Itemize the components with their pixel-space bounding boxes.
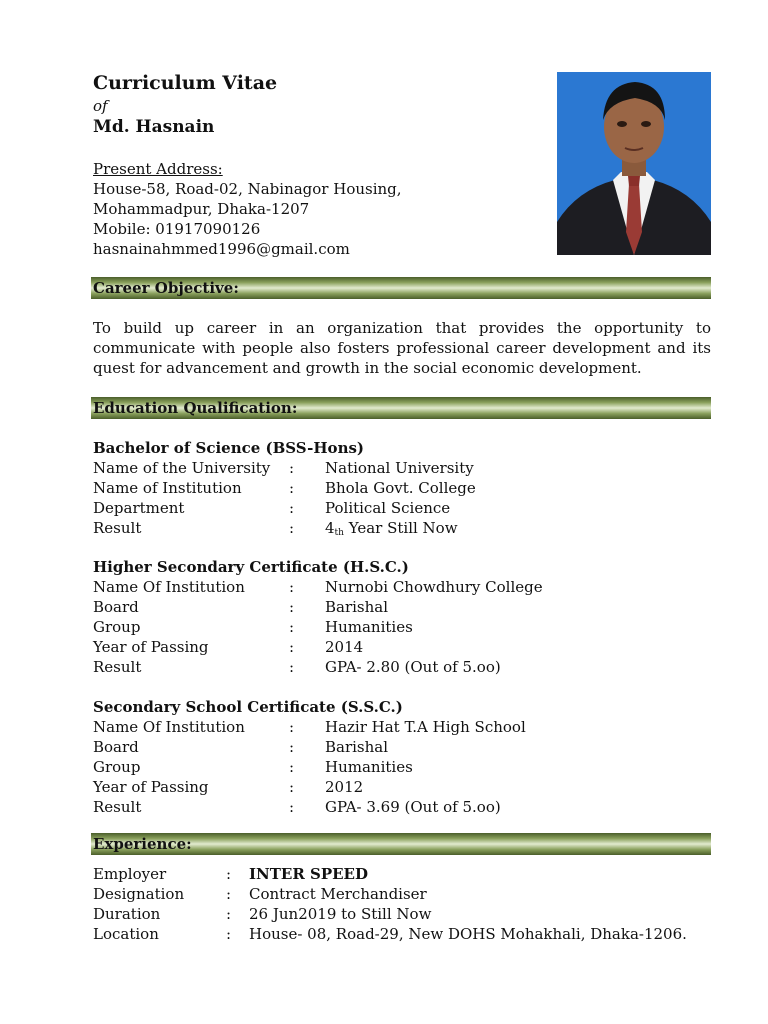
field-label: Board	[93, 598, 139, 616]
edu-row	[93, 458, 711, 478]
field-value: GPA- 2.80 (Out of 5.oo)	[325, 658, 501, 676]
field-label: Result	[93, 519, 142, 537]
degree-title: Higher Secondary Certificate (H.S.C.)	[93, 558, 409, 576]
edu-row	[93, 777, 711, 797]
result-number: 4	[325, 519, 335, 537]
field-value: 2014	[325, 638, 364, 656]
exp-row	[93, 904, 711, 924]
section-band-career	[91, 277, 711, 299]
field-value: GPA- 3.69 (Out of 5.oo)	[325, 798, 501, 816]
cv-title: Curriculum Vitae	[93, 72, 278, 94]
colon: :	[226, 905, 232, 923]
experience-details	[93, 864, 711, 944]
field-label: Designation	[93, 885, 185, 903]
field-value: Nurnobi Chowdhury College	[325, 578, 543, 596]
field-label: Group	[93, 758, 141, 776]
field-label: Name of Institution	[93, 479, 242, 497]
edu-row	[93, 478, 711, 498]
field-value	[325, 518, 458, 541]
field-value: 26 Jun2019 to Still Now	[249, 905, 432, 923]
colon: :	[289, 499, 295, 517]
field-value: House- 08, Road-29, New DOHS Mohakhali, Dhaka-1206.	[249, 925, 687, 943]
mobile: Mobile: 01917090126	[93, 220, 261, 238]
edu-row	[93, 657, 711, 677]
colon: :	[289, 578, 295, 596]
colon: :	[289, 758, 295, 776]
colon: :	[289, 778, 295, 796]
employer-value: INTER SPEED	[249, 865, 368, 883]
exp-row	[93, 884, 711, 904]
field-value: Humanities	[325, 758, 413, 776]
result-rest: Year Still Now	[343, 519, 458, 537]
edu-row	[93, 637, 711, 657]
field-value: Bhola Govt. College	[325, 479, 476, 497]
exp-row	[93, 924, 711, 944]
field-label: Result	[93, 798, 142, 816]
field-label: Board	[93, 738, 139, 756]
edu-row	[93, 717, 711, 737]
field-label: Employer	[93, 865, 167, 883]
colon: :	[289, 479, 295, 497]
field-value: Barishal	[325, 598, 389, 616]
edu-row	[93, 597, 711, 617]
education-ssc	[93, 697, 711, 817]
section-title-career: Career Objective:	[93, 279, 239, 297]
colon: :	[289, 618, 295, 636]
education-bachelor	[93, 438, 711, 538]
edu-row	[93, 617, 711, 637]
ordinal-suffix: th	[334, 528, 344, 538]
colon: :	[289, 519, 295, 537]
colon: :	[226, 885, 232, 903]
edu-row	[93, 498, 711, 518]
field-label: Department	[93, 499, 185, 517]
colon: :	[289, 598, 295, 616]
colon: :	[289, 638, 295, 656]
career-objective-text: To build up career in an organization that provides the opportunity to communicate with people also fosters professional career development and its quest for advancement and growth in the social economic development.	[93, 319, 711, 377]
field-label: Duration	[93, 905, 161, 923]
address-heading: Present Address:	[93, 160, 223, 178]
edu-row	[93, 518, 711, 538]
field-value: Contract Merchandiser	[249, 885, 427, 903]
address-line-2: Mohammadpur, Dhaka-1207	[93, 200, 310, 218]
field-label: Name Of Institution	[93, 578, 245, 596]
section-band-experience	[91, 833, 711, 855]
colon: :	[289, 798, 295, 816]
field-label: Result	[93, 658, 142, 676]
edu-row	[93, 577, 711, 597]
field-label: Name of the University	[93, 459, 271, 477]
field-label: Location	[93, 925, 159, 943]
section-title-education: Education Qualification:	[93, 399, 298, 417]
section-band-education	[91, 397, 711, 419]
colon: :	[289, 738, 295, 756]
colon: :	[289, 718, 295, 736]
colon: :	[289, 459, 295, 477]
field-label: Name Of Institution	[93, 718, 245, 736]
field-label: Year of Passing	[93, 778, 209, 796]
edu-row	[93, 737, 711, 757]
section-title-experience: Experience:	[93, 835, 192, 853]
field-value: Barishal	[325, 738, 389, 756]
field-value: National University	[325, 459, 474, 477]
field-value: Humanities	[325, 618, 413, 636]
field-value: 2012	[325, 778, 364, 796]
degree-title: Bachelor of Science (BSS-Hons)	[93, 439, 365, 457]
email: hasnainahmmed1996@gmail.com	[93, 240, 350, 258]
exp-row	[93, 864, 711, 884]
field-value: Political Science	[325, 499, 451, 517]
education-hsc	[93, 557, 711, 677]
edu-row	[93, 797, 711, 817]
field-label: Group	[93, 618, 141, 636]
field-value: Hazir Hat T.A High School	[325, 718, 526, 736]
colon: :	[226, 925, 232, 943]
field-label: Year of Passing	[93, 638, 209, 656]
colon: :	[226, 865, 232, 883]
cv-of: of	[93, 97, 108, 115]
address-line-1: House-58, Road-02, Nabinagor Housing,	[93, 180, 402, 198]
colon: :	[289, 658, 295, 676]
degree-title: Secondary School Certificate (S.S.C.)	[93, 698, 403, 716]
edu-row	[93, 757, 711, 777]
portrait-photo	[557, 72, 711, 255]
cv-name: Md. Hasnain	[93, 117, 215, 137]
portrait-icon	[557, 72, 711, 255]
